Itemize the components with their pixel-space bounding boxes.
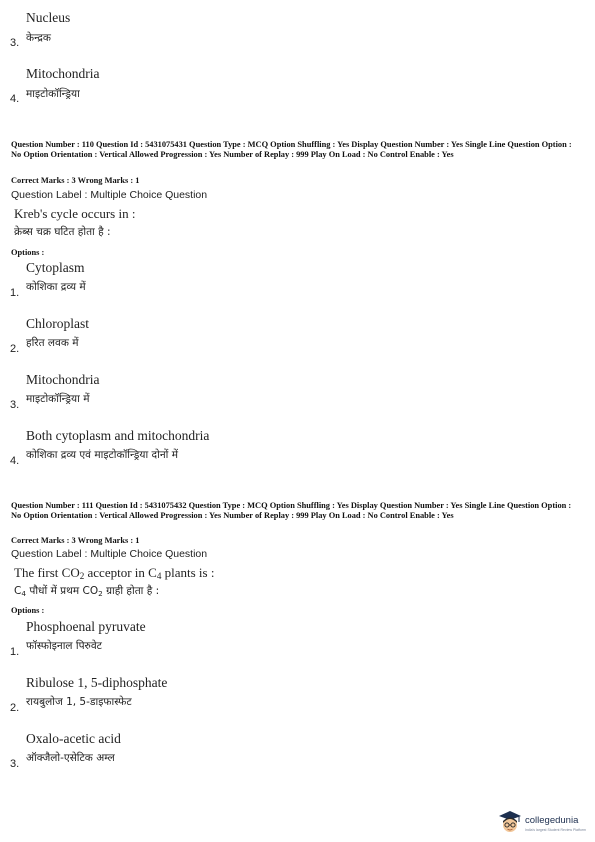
option-number: 3. — [10, 758, 20, 770]
option-text-en: Nucleus — [26, 10, 71, 25]
question-text-en: The first $CO_2$ acceptor in $C_4$ plants is : — [14, 565, 215, 581]
question-label: Question Label : Multiple Choice Question — [11, 548, 208, 560]
option-text-en: Phosphoenal pyruvate — [26, 619, 146, 634]
option-number: 4. — [10, 93, 20, 105]
option-1 — [10, 260, 570, 300]
option-2 — [10, 675, 570, 715]
option-number: 1. — [10, 646, 20, 658]
option-text-en: Cytoplasm — [26, 260, 85, 275]
option-text-en: Mitochondria — [26, 372, 100, 387]
option-number: 4. — [10, 455, 20, 467]
question-meta: Question Number : 110 Question Id : 5431075431 Question Type : MCQ Option Shuffling : Yes Display Question Number : Yes Single Line Question Option : No Option Orientation : Vertical Allowed Progression : Yes Number of Replay : 999 Play On Load : No Control Enable : Yes — [11, 140, 572, 159]
option-3 — [10, 372, 570, 412]
option-text-hi: ऑक्जैलो-एसेटिक अम्ल — [26, 752, 115, 764]
option-prev-4 — [10, 66, 570, 106]
option-text-hi: माइटोकॉन्ड्रिया में — [26, 393, 90, 405]
option-number: 1. — [10, 287, 20, 299]
question-meta: Question Number : 111 Question Id : 5431075432 Question Type : MCQ Option Shuffling : Yes Display Question Number : Yes Single Line Question Option : No Option Orientation : Vertical Allowed Progression : Yes Number of Replay : 999 Play On Load : No Control Enable : Yes — [11, 501, 572, 520]
graduate-mascot-icon — [498, 810, 522, 834]
marks-info: Correct Marks : 3 Wrong Marks : 1 — [11, 176, 140, 185]
option-4 — [10, 428, 570, 468]
option-text-en: Chloroplast — [26, 316, 89, 331]
question-text-hi: क्रेब्स चक्र घटित होता है : — [14, 226, 111, 238]
marks-info: Correct Marks : 3 Wrong Marks : 1 — [11, 536, 140, 545]
option-2 — [10, 316, 570, 356]
option-text-hi: हरित लवक में — [26, 337, 79, 349]
option-text-en: Both cytoplasm and mitochondria — [26, 428, 210, 443]
option-number: 3. — [10, 399, 20, 411]
question-text-hi: $C_4$ पौधों में प्रथम $CO_2$ ग्राही होता है : — [14, 585, 160, 598]
option-number: 2. — [10, 702, 20, 714]
options-heading: Options : — [11, 606, 45, 615]
options-heading: Options : — [11, 248, 45, 257]
question-label: Question Label : Multiple Choice Question — [11, 189, 208, 201]
question-text-en: Kreb's cycle occurs in : — [14, 206, 136, 221]
option-text-en: Mitochondria — [26, 66, 100, 81]
option-text-hi: कोशिका द्रव्य में — [26, 281, 86, 293]
option-number: 3. — [10, 37, 20, 49]
option-text-hi: केन्द्रक — [26, 32, 51, 44]
option-3 — [10, 731, 570, 771]
option-1 — [10, 619, 570, 659]
option-prev-3 — [10, 10, 570, 50]
option-text-hi: रायबुलोज 1, 5-डाइफास्फेट — [26, 696, 132, 708]
option-text-en: Oxalo-acetic acid — [26, 731, 121, 746]
option-text-en: Ribulose 1, 5-diphosphate — [26, 675, 168, 690]
option-number: 2. — [10, 343, 20, 355]
brand-tagline: India's largest Student Review Platform — [525, 828, 586, 832]
brand-name: collegedunia — [525, 815, 579, 826]
option-text-hi: फॉस्फोइनाल पिरुवेट — [26, 640, 102, 652]
collegedunia-logo — [498, 808, 590, 838]
option-text-hi: कोशिका द्रव्य एवं माइटोकॉन्ड्रिया दोनों में — [26, 449, 178, 461]
option-text-hi: माइटोकॉन्ड्रिया — [26, 88, 80, 100]
